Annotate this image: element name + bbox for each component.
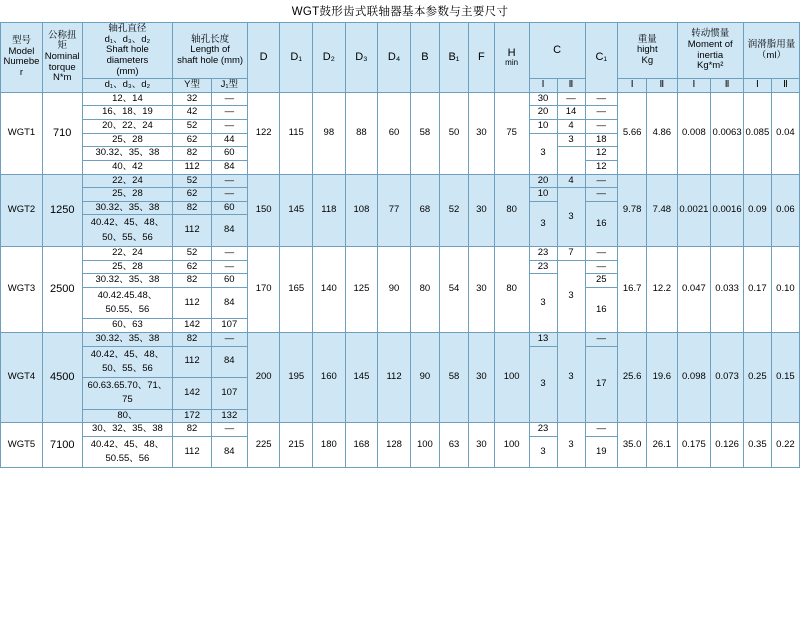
cell-D1: 195	[280, 332, 313, 422]
cell-F: 30	[469, 246, 495, 332]
cell-shaft-len-j1: —	[211, 106, 247, 120]
cell-C1: —	[585, 246, 618, 260]
cell-F: 30	[469, 174, 495, 246]
cell-shaft-len-y: 62	[173, 260, 211, 274]
header-model-l3: Numeber	[3, 56, 40, 78]
cell-shaft-dia: 30.32、35、38	[82, 147, 173, 161]
cell-H: 100	[494, 332, 529, 422]
table-row	[1, 92, 800, 106]
cell-shaft-len-y: 142	[173, 319, 211, 333]
cell-C-I: 3	[529, 436, 557, 468]
header-C: C	[529, 23, 585, 79]
header-shaft-dia-l2: d₁、d₃、d₂	[104, 33, 151, 45]
header-shaft-dia-symbols: d₁、d₃、d₂	[82, 79, 173, 93]
cell-B: 90	[410, 332, 439, 422]
cell-B1: 52	[439, 174, 468, 246]
cell-shaft-dia: 40、42	[82, 160, 173, 174]
table-row	[1, 332, 800, 346]
cell-B1: 50	[439, 92, 468, 174]
header-grease-l2: （ml）	[756, 49, 786, 61]
cell-C-II: —	[557, 92, 585, 106]
header-shaft-diameter	[82, 23, 173, 79]
cell-shaft-len-y: 82	[173, 423, 211, 437]
cell-torque: 710	[42, 92, 82, 174]
header-shaft-len-l1: 轴孔长度	[191, 33, 230, 45]
cell-D: 122	[247, 92, 280, 174]
header-torque-l1: 公称扭矩	[47, 29, 77, 52]
cell-weight-II: 12.2	[647, 246, 677, 332]
cell-D3: 145	[345, 332, 378, 422]
table-body	[1, 92, 800, 468]
cell-D2: 180	[313, 423, 346, 468]
cell-shaft-len-y: 142	[173, 378, 211, 410]
cell-D1: 165	[280, 246, 313, 332]
cell-B: 68	[410, 174, 439, 246]
cell-C1: —	[585, 174, 618, 188]
cell-C1: —	[585, 260, 618, 274]
cell-F: 30	[469, 423, 495, 468]
header-D4: D₄	[378, 23, 411, 93]
cell-torque: 4500	[42, 332, 82, 422]
cell-model: WGT5	[1, 423, 43, 468]
cell-C1: 25	[585, 274, 618, 288]
header-row-main	[1, 23, 800, 79]
parameters-table	[0, 22, 800, 468]
cell-shaft-dia: 30.32、35、38	[82, 332, 173, 346]
cell-torque: 2500	[42, 246, 82, 332]
cell-grease-II: 0.15	[771, 332, 799, 422]
header-D3: D₃	[345, 23, 378, 93]
cell-C1: 16	[585, 287, 618, 332]
cell-shaft-dia: 22、24	[82, 174, 173, 188]
cell-grease-I: 0.085	[743, 92, 771, 174]
cell-shaft-len-j1: —	[211, 423, 247, 437]
cell-grease-II: 0.04	[771, 92, 799, 174]
cell-grease-I: 0.09	[743, 174, 771, 246]
cell-inertia-I: 0.047	[677, 246, 711, 332]
cell-C-I: 10	[529, 188, 557, 202]
cell-C1: —	[585, 92, 618, 106]
header-shaft-dia-l1: 轴孔直径	[108, 23, 147, 34]
cell-shaft-dia: 25、28	[82, 133, 173, 147]
cell-C-I: 3	[529, 201, 557, 246]
header-shaft-dia-l3: Shaft hole	[106, 44, 149, 56]
cell-grease-I: 0.17	[743, 246, 771, 332]
cell-B: 100	[410, 423, 439, 468]
cell-inertia-II: 0.0016	[711, 174, 744, 246]
cell-inertia-II: 0.033	[711, 246, 744, 332]
cell-B: 58	[410, 92, 439, 174]
cell-D3: 108	[345, 174, 378, 246]
cell-shaft-dia: 30.32、35、38	[82, 274, 173, 288]
cell-C-II: 3	[557, 188, 585, 247]
cell-shaft-len-y: 52	[173, 120, 211, 134]
cell-shaft-len-j1: —	[211, 92, 247, 106]
cell-shaft-len-j1: 44	[211, 133, 247, 147]
cell-shaft-len-y: 42	[173, 106, 211, 120]
cell-D3: 125	[345, 246, 378, 332]
header-torque-l3: torque	[48, 61, 76, 73]
cell-shaft-dia: 25、28	[82, 260, 173, 274]
cell-H: 80	[494, 246, 529, 332]
cell-C-I: 30	[529, 92, 557, 106]
cell-shaft-len-y: 52	[173, 246, 211, 260]
cell-C-II	[557, 147, 585, 174]
table-row	[1, 174, 800, 188]
cell-shaft-len-j1: 84	[211, 215, 247, 247]
header-F: F	[469, 23, 495, 93]
cell-shaft-len-y: 112	[173, 346, 211, 378]
cell-shaft-len-j1: 60	[211, 201, 247, 215]
cell-grease-II: 0.22	[771, 423, 799, 468]
header-C-II: Ⅱ	[557, 79, 585, 93]
cell-B1: 58	[439, 332, 468, 422]
cell-C-II: 4	[557, 120, 585, 134]
header-H	[494, 23, 529, 93]
header-C1: C₁	[585, 23, 618, 93]
cell-shaft-len-y: 52	[173, 174, 211, 188]
cell-D2: 118	[313, 174, 346, 246]
cell-model: WGT4	[1, 332, 43, 422]
cell-torque: 1250	[42, 174, 82, 246]
header-inertia-I: Ⅰ	[677, 79, 711, 93]
cell-weight-I: 5.66	[618, 92, 647, 174]
cell-shaft-len-y: 112	[173, 215, 211, 247]
cell-inertia-II: 0.073	[711, 332, 744, 422]
cell-shaft-len-y: 82	[173, 147, 211, 161]
header-B: B	[410, 23, 439, 93]
cell-shaft-len-y: 112	[173, 160, 211, 174]
cell-shaft-len-y: 172	[173, 409, 211, 423]
cell-shaft-dia: 40.42.45.48、50.55、56	[82, 287, 173, 319]
header-weight-l3: Kg	[641, 54, 654, 66]
header-C-I: Ⅰ	[529, 79, 557, 93]
cell-C1: 17	[585, 346, 618, 423]
cell-weight-I: 25.6	[618, 332, 647, 422]
header-weight-II: Ⅱ	[647, 79, 677, 93]
cell-D: 225	[247, 423, 280, 468]
cell-D1: 115	[280, 92, 313, 174]
cell-shaft-dia: 25、28	[82, 188, 173, 202]
cell-D: 200	[247, 332, 280, 422]
cell-inertia-II: 0.0063	[711, 92, 744, 174]
table-row	[1, 246, 800, 260]
cell-B1: 63	[439, 423, 468, 468]
cell-H: 80	[494, 174, 529, 246]
cell-shaft-dia: 60.63.65.70、71、75	[82, 378, 173, 410]
cell-C1: —	[585, 120, 618, 134]
header-H-l1: H	[507, 46, 516, 59]
cell-torque: 7100	[42, 423, 82, 468]
cell-C1: 19	[585, 436, 618, 468]
cell-C-II: 3	[557, 332, 585, 422]
cell-weight-I: 9.78	[618, 174, 647, 246]
header-weight-l1: 重量	[637, 33, 657, 45]
cell-C1: 12	[585, 160, 618, 174]
header-D: D	[247, 23, 280, 93]
header-grease-I: Ⅰ	[743, 79, 771, 93]
cell-C-II: 3	[557, 133, 585, 147]
cell-C1: —	[585, 188, 618, 202]
cell-weight-II: 19.6	[647, 332, 677, 422]
header-H-l2: min	[505, 58, 519, 68]
cell-shaft-len-y: 62	[173, 133, 211, 147]
cell-shaft-len-y: 82	[173, 332, 211, 346]
cell-B: 80	[410, 246, 439, 332]
cell-D3: 168	[345, 423, 378, 468]
cell-shaft-len-y: 112	[173, 287, 211, 319]
header-shaft-dia-l4: diameters	[106, 54, 149, 66]
cell-model: WGT3	[1, 246, 43, 332]
cell-shaft-dia: 16、18、19	[82, 106, 173, 120]
cell-grease-II: 0.10	[771, 246, 799, 332]
header-inertia	[677, 23, 743, 79]
page-title: WGT鼓形齿式联轴器基本参数与主要尺寸	[291, 6, 509, 18]
cell-D2: 160	[313, 332, 346, 422]
cell-shaft-dia: 40.42、45、48、50.55、56	[82, 436, 173, 468]
header-weight-I: Ⅰ	[618, 79, 647, 93]
cell-D1: 145	[280, 174, 313, 246]
cell-F: 30	[469, 332, 495, 422]
header-grease-II: Ⅱ	[771, 79, 799, 93]
cell-inertia-II: 0.126	[711, 423, 744, 468]
cell-C-II: 7	[557, 246, 585, 260]
header-inertia-l4: Kg*m²	[696, 60, 724, 72]
cell-shaft-len-j1: —	[211, 260, 247, 274]
header-shaft-dia-l5: (mm)	[116, 65, 139, 77]
cell-D: 170	[247, 246, 280, 332]
cell-C1: —	[585, 106, 618, 120]
cell-C-II: 3	[557, 260, 585, 332]
cell-D2: 98	[313, 92, 346, 174]
cell-B1: 54	[439, 246, 468, 332]
cell-shaft-len-j1: 84	[211, 436, 247, 468]
header-shaft-length	[173, 23, 248, 79]
header-model-l1: 型号	[11, 35, 31, 47]
header-weight-l2: hight	[636, 44, 658, 56]
cell-C-I: 10	[529, 120, 557, 134]
cell-shaft-dia: 30、32、35、38	[82, 423, 173, 437]
header-torque-l4: N*m	[52, 72, 72, 84]
header-model	[1, 23, 43, 93]
cell-C-II: 3	[557, 423, 585, 468]
cell-weight-II: 7.48	[647, 174, 677, 246]
cell-shaft-len-y: 62	[173, 188, 211, 202]
cell-C1: —	[585, 423, 618, 437]
cell-C-I: 3	[529, 274, 557, 333]
cell-shaft-dia: 12、14	[82, 92, 173, 106]
cell-shaft-dia: 40.42、45、48、50、55、56	[82, 215, 173, 247]
cell-shaft-dia: 22、24	[82, 246, 173, 260]
cell-shaft-len-j1: —	[211, 188, 247, 202]
cell-weight-II: 26.1	[647, 423, 677, 468]
cell-weight-II: 4.86	[647, 92, 677, 174]
cell-shaft-dia: 80、	[82, 409, 173, 423]
cell-H: 75	[494, 92, 529, 174]
cell-model: WGT2	[1, 174, 43, 246]
cell-C1: 16	[585, 201, 618, 246]
cell-D4: 60	[378, 92, 411, 174]
table-row	[1, 423, 800, 437]
cell-shaft-len-y: 82	[173, 274, 211, 288]
cell-inertia-I: 0.098	[677, 332, 711, 422]
header-shaft-len-l3: shaft hole (mm)	[177, 54, 244, 66]
cell-C1: 12	[585, 147, 618, 161]
header-shaft-len-y: Y型	[173, 79, 211, 93]
header-grease	[743, 23, 799, 79]
header-torque	[42, 23, 82, 93]
cell-shaft-len-j1: 132	[211, 409, 247, 423]
cell-shaft-len-y: 112	[173, 436, 211, 468]
cell-D2: 140	[313, 246, 346, 332]
cell-D3: 88	[345, 92, 378, 174]
cell-C-I: 20	[529, 174, 557, 188]
cell-shaft-dia: 40.42、45、48、50、55、56	[82, 346, 173, 378]
header-shaft-len-j1: J₁型	[211, 79, 247, 93]
cell-inertia-I: 0.175	[677, 423, 711, 468]
header-model-l2: Model	[8, 45, 35, 57]
header-torque-l2: Nominal	[44, 51, 80, 63]
header-inertia-l1: 转动惯量	[691, 28, 730, 40]
cell-shaft-dia: 20、22、24	[82, 120, 173, 134]
cell-shaft-len-j1: 84	[211, 346, 247, 378]
cell-inertia-I: 0.0021	[677, 174, 711, 246]
cell-D4: 128	[378, 423, 411, 468]
header-weight	[618, 23, 677, 79]
header-inertia-l2: Moment of	[687, 38, 733, 50]
cell-D: 150	[247, 174, 280, 246]
cell-shaft-len-j1: —	[211, 174, 247, 188]
cell-shaft-len-j1: 107	[211, 378, 247, 410]
header-B1: B₁	[439, 23, 468, 93]
cell-shaft-len-y: 32	[173, 92, 211, 106]
cell-H: 100	[494, 423, 529, 468]
cell-C-I: 23	[529, 246, 557, 260]
cell-grease-I: 0.35	[743, 423, 771, 468]
cell-D4: 77	[378, 174, 411, 246]
cell-weight-I: 35.0	[618, 423, 647, 468]
cell-shaft-len-j1: —	[211, 246, 247, 260]
header-D1: D₁	[280, 23, 313, 93]
cell-C1: 18	[585, 133, 618, 147]
cell-shaft-len-j1: —	[211, 120, 247, 134]
cell-F: 30	[469, 92, 495, 174]
cell-grease-I: 0.25	[743, 332, 771, 422]
cell-C-I: 23	[529, 423, 557, 437]
cell-shaft-dia: 60、63	[82, 319, 173, 333]
header-D2: D₂	[313, 23, 346, 93]
cell-shaft-dia: 30.32、35、38	[82, 201, 173, 215]
cell-shaft-len-j1: 84	[211, 160, 247, 174]
cell-D4: 90	[378, 246, 411, 332]
cell-C1: —	[585, 332, 618, 346]
cell-C-I: 23	[529, 260, 557, 274]
cell-C-II: 14	[557, 106, 585, 120]
cell-D4: 112	[378, 332, 411, 422]
cell-model: WGT1	[1, 92, 43, 174]
table-header	[1, 23, 800, 93]
cell-weight-I: 16.7	[618, 246, 647, 332]
cell-grease-II: 0.06	[771, 174, 799, 246]
header-inertia-l3: inertia	[697, 49, 724, 61]
header-inertia-II: Ⅱ	[711, 79, 744, 93]
cell-C-II: 4	[557, 174, 585, 188]
cell-C-I: 20	[529, 106, 557, 120]
cell-shaft-len-j1: 84	[211, 287, 247, 319]
cell-C-I: 13	[529, 332, 557, 346]
header-grease-l1: 润滑脂用量	[747, 38, 796, 50]
cell-shaft-len-y: 82	[173, 201, 211, 215]
cell-shaft-len-j1: 60	[211, 274, 247, 288]
cell-shaft-len-j1: 60	[211, 147, 247, 161]
cell-inertia-I: 0.008	[677, 92, 711, 174]
cell-D1: 215	[280, 423, 313, 468]
cell-C-I: 3	[529, 346, 557, 423]
cell-C-I: 3	[529, 133, 557, 174]
cell-shaft-len-j1: 107	[211, 319, 247, 333]
header-shaft-len-l2: Length of	[190, 44, 230, 56]
cell-shaft-len-j1: —	[211, 332, 247, 346]
